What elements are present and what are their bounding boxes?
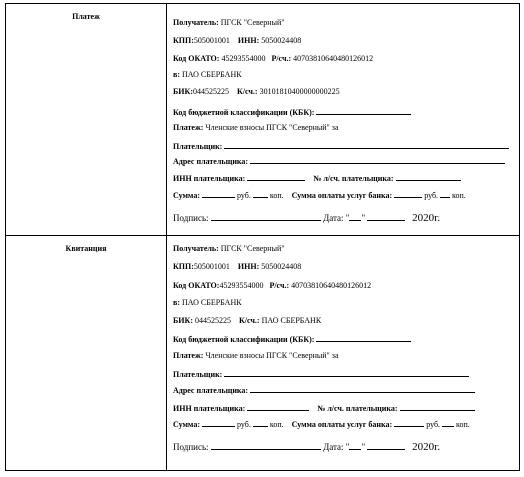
sign-label: Подпись: — [173, 442, 209, 452]
amount-label: Сумма: — [173, 191, 200, 200]
column-divider — [166, 4, 167, 235]
corr-label: К/сч.: — [236, 87, 258, 96]
fee-label: Сумма оплаты услуг банка: — [291, 420, 393, 429]
payer-inn-label: ИНН плательщика: — [173, 404, 246, 413]
bank-value: ПАО СБЕРБАНК — [181, 70, 242, 79]
purpose-label: Платеж: — [173, 351, 204, 360]
okato-account-row — [173, 54, 373, 64]
account-label: Р/сч.: — [269, 281, 290, 290]
payer-row — [173, 369, 469, 380]
payer-account-label: № л/сч. плательщика: — [317, 404, 398, 413]
amount-rub-field[interactable] — [202, 190, 235, 198]
fee-kop-field[interactable] — [440, 190, 450, 198]
amount-rub-field[interactable] — [202, 419, 235, 427]
quote-open: " — [345, 213, 350, 223]
quote-close: " — [361, 213, 366, 223]
address-row — [173, 156, 505, 167]
address-row — [173, 385, 475, 396]
address-label: Адрес плательщика: — [173, 157, 249, 166]
purpose-label: Платеж: — [173, 123, 204, 132]
recipient-row — [173, 18, 284, 28]
corr-label: К/сч.: — [238, 316, 260, 325]
recipient-value: ПГСК "Северный" — [220, 244, 285, 253]
day-field[interactable] — [349, 213, 361, 221]
payer-row — [173, 141, 509, 152]
recipient-value: ПГСК "Северный" — [220, 18, 285, 27]
fee-rub-field[interactable] — [394, 419, 424, 427]
quote-close: " — [361, 442, 366, 452]
recipient-row — [173, 244, 284, 254]
okato-value: 45293554000 — [221, 54, 266, 63]
payer-inn-field[interactable] — [247, 173, 305, 181]
rub-label: руб. — [236, 191, 251, 200]
kpp-value: 505001001 — [193, 262, 230, 271]
payer-inn-field[interactable] — [247, 403, 309, 411]
kbk-row — [173, 107, 411, 118]
day-field[interactable] — [349, 442, 361, 450]
address-field[interactable] — [250, 156, 505, 164]
bank-row — [173, 298, 242, 308]
fee-rub-label: руб. — [424, 191, 439, 200]
payer-inn-row — [173, 403, 475, 414]
sign-label: Подпись: — [173, 213, 209, 223]
bank-label: в: — [173, 70, 180, 79]
okato-account-row — [173, 281, 371, 291]
amount-kop-field[interactable] — [253, 190, 268, 198]
column-divider — [166, 236, 167, 470]
purpose-row — [173, 351, 339, 361]
bik-label: БИК: — [173, 87, 193, 96]
fee-rub-label: руб. — [426, 420, 441, 429]
inn-label: ИНН: — [237, 262, 260, 271]
okato-label: Код ОКАТО: — [173, 54, 220, 63]
payer-field[interactable] — [224, 141, 509, 149]
payment-section — [6, 4, 519, 236]
okato-label: Код ОКАТО: — [173, 281, 220, 290]
payer-account-field[interactable] — [400, 403, 475, 411]
amount-kop-field[interactable] — [253, 419, 268, 427]
recipient-label: Получатель: — [173, 244, 219, 253]
rub-label: руб. — [236, 420, 251, 429]
address-label: Адрес плательщика: — [173, 386, 249, 395]
bik-label: БИК: — [173, 316, 193, 325]
corr-value: 30101810400000000225 — [259, 87, 340, 96]
bik-value: 044525225 — [192, 87, 229, 96]
fee-kop-field[interactable] — [442, 419, 454, 427]
payer-inn-row — [173, 173, 461, 184]
corr-value: ПАО СБЕРБАНК — [261, 316, 322, 325]
year: 2020г. — [412, 441, 441, 453]
kbk-row — [173, 334, 411, 345]
inn-value: 5050024408 — [261, 262, 302, 271]
payer-field[interactable] — [224, 369, 469, 377]
quote-open: " — [345, 442, 350, 452]
kbk-label: Код бюджетной классификации (КБК): — [173, 108, 315, 117]
section-label: Квитанция — [65, 244, 107, 253]
purpose-value: Членские взносы ПГСК "Северный" за — [205, 351, 339, 360]
payer-inn-label: ИНН плательщика: — [173, 174, 246, 183]
date-label: Дата: — [323, 442, 344, 452]
payer-label: Плательщик: — [173, 370, 223, 379]
kbk-label: Код бюджетной классификации (КБК): — [173, 335, 315, 344]
bik-row — [173, 87, 340, 97]
signature-row — [173, 213, 440, 223]
fee-rub-field[interactable] — [394, 190, 422, 198]
kpp-inn-row — [173, 36, 301, 46]
kbk-field[interactable] — [316, 334, 411, 342]
account-value: 40703810640480126012 — [293, 54, 374, 63]
account-label: Р/сч.: — [271, 54, 292, 63]
okato-value: 45293554000 — [219, 281, 264, 290]
payer-label: Плательщик: — [173, 142, 223, 151]
purpose-row — [173, 123, 339, 133]
section-label: Платеж — [72, 12, 100, 21]
account-value: 40703810640480126012 — [291, 281, 372, 290]
kpp-inn-row — [173, 262, 301, 272]
payer-account-label: № л/сч. плательщика: — [313, 174, 394, 183]
bank-value: ПАО СБЕРБАНК — [181, 298, 242, 307]
payment-form — [5, 3, 520, 471]
bank-row — [173, 70, 242, 80]
bik-row — [173, 316, 321, 326]
signature-row — [173, 442, 440, 452]
sign-field[interactable] — [211, 442, 321, 450]
amount-label: Сумма: — [173, 420, 200, 429]
month-field[interactable] — [367, 442, 405, 450]
kpp-value: 505001001 — [193, 36, 230, 45]
kpp-label: КПП: — [173, 36, 194, 45]
bank-label: в: — [173, 298, 180, 307]
purpose-value: Членские взносы ПГСК "Северный" за — [205, 123, 339, 132]
inn-label: ИНН: — [237, 36, 260, 45]
fee-kop-label: коп. — [452, 191, 466, 200]
kbk-field[interactable] — [316, 107, 411, 115]
address-field[interactable] — [250, 385, 475, 393]
amount-row — [173, 190, 466, 201]
year: 2020г. — [412, 212, 441, 224]
receipt-section — [6, 236, 519, 470]
fee-label: Сумма оплаты услуг банка: — [291, 191, 393, 200]
kop-label: коп. — [269, 191, 284, 200]
amount-row — [173, 419, 470, 430]
date-label: Дата: — [323, 213, 344, 223]
fee-kop-label: коп. — [456, 420, 470, 429]
kpp-label: КПП: — [173, 262, 194, 271]
kop-label: коп. — [269, 420, 284, 429]
bik-value: 044525225 — [194, 316, 231, 325]
payer-account-field[interactable] — [396, 173, 461, 181]
inn-value: 5050024408 — [261, 36, 302, 45]
sign-field[interactable] — [211, 213, 321, 221]
recipient-label: Получатель: — [173, 18, 219, 27]
month-field[interactable] — [367, 213, 405, 221]
